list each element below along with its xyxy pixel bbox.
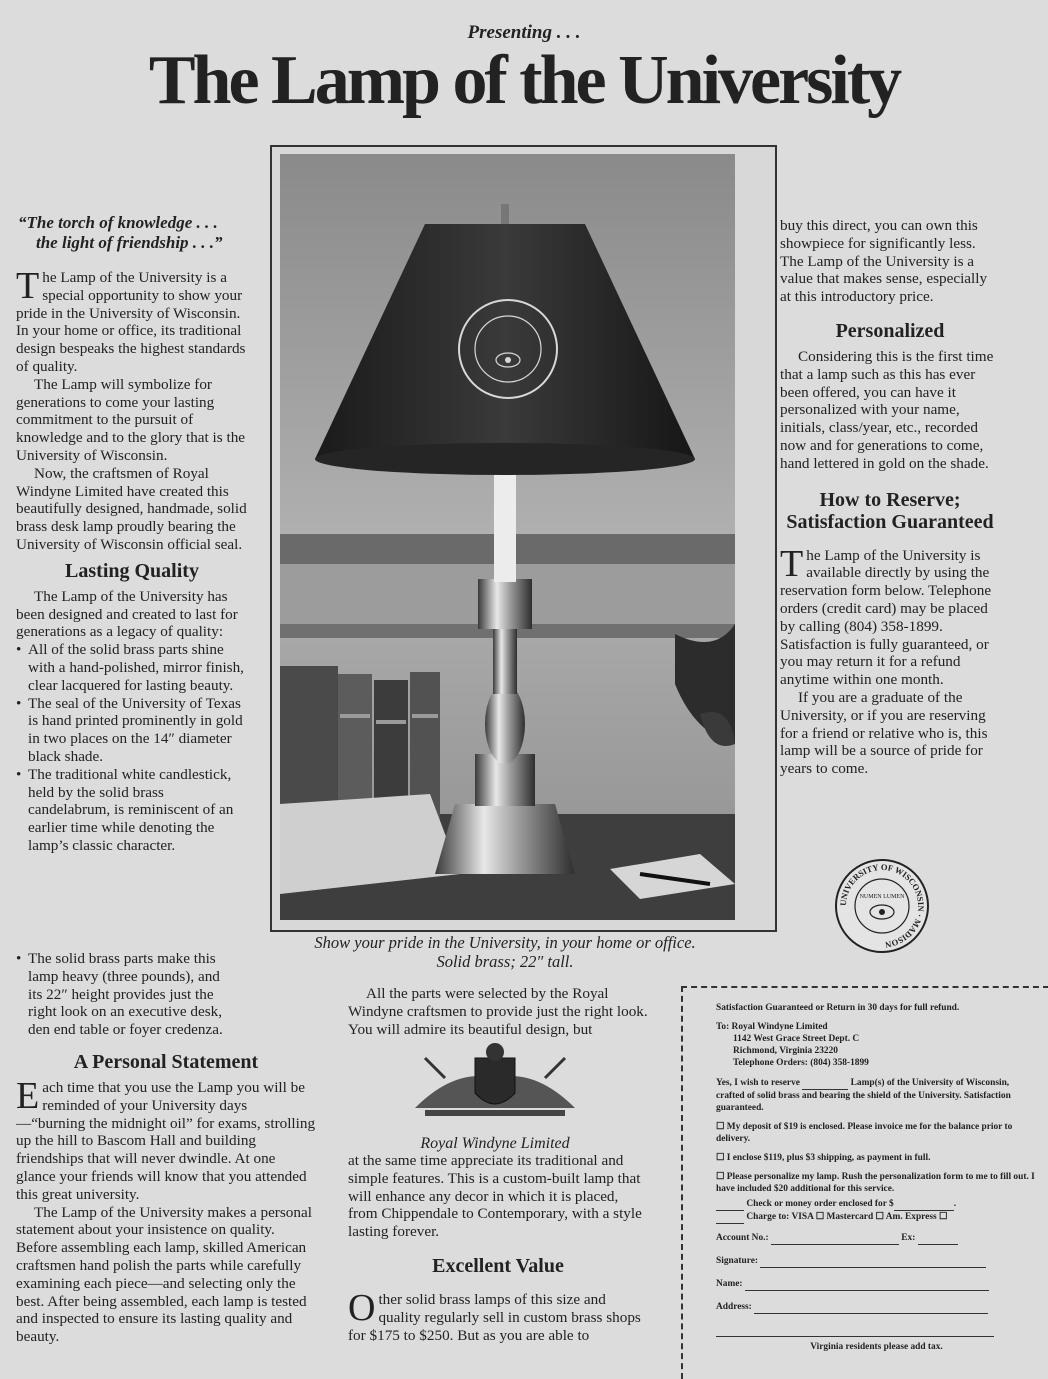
quote-line-1: “The torch of knowledge . . . bbox=[18, 213, 218, 232]
quote-line-2: the light of friendship . . .” bbox=[36, 233, 223, 252]
address-to: To: Royal Windyne Limited bbox=[716, 1022, 828, 1032]
middle-paragraph-2: at the same time appreciate its traditional and simple features. This is a custom-built lamp that will enhance any decor in which it is placed, from Chippendale to Contemporary, with a style lasting forever. bbox=[348, 1152, 642, 1241]
expiry-field[interactable] bbox=[918, 1232, 958, 1245]
features-list bbox=[16, 641, 248, 855]
guarantee-text: Satisfaction Guaranteed or Return in 30 days for full refund. bbox=[716, 1003, 960, 1013]
reserve-heading-line-1: How to Reserve; bbox=[819, 488, 961, 511]
lamp-photo bbox=[280, 154, 735, 920]
intro-paragraph-2: The Lamp will symbolize for generations to come your lasting commitment to the pursuit of knowledge and to the glory that is the University of Wisconsin. bbox=[16, 375, 246, 464]
tax-note: Virginia residents please add tax. bbox=[810, 1342, 943, 1352]
address-line-1: 1142 West Grace Street Dept. C bbox=[733, 1034, 860, 1044]
visa-checkbox[interactable]: ☐ bbox=[815, 1212, 825, 1222]
pull-quote bbox=[18, 213, 248, 253]
personalized-heading: Personalized bbox=[835, 319, 945, 342]
drop-cap: E bbox=[16, 1074, 40, 1117]
logo-text: Royal Windyne Limited bbox=[420, 1135, 570, 1152]
page-title: The Lamp of the University bbox=[148, 42, 900, 119]
check-checkbox-line[interactable] bbox=[716, 1198, 744, 1211]
photo-caption bbox=[285, 933, 725, 971]
amex-checkbox[interactable]: ☐ bbox=[938, 1212, 948, 1222]
phone-line: Telephone Orders: (804) 358-1899 bbox=[733, 1058, 869, 1068]
list-item: • The traditional white candlestick, held by the solid brass candelabrum, is reminiscent of an earlier time while denoting the lamp’s classic character. bbox=[16, 766, 248, 855]
seal-motto: NUMEN LUMEN bbox=[859, 894, 905, 900]
option-full-payment[interactable]: ☐ I enclose $119, plus $3 shipping, as payment in full. bbox=[716, 1153, 931, 1163]
reserve-paragraph: The Lamp of the University is available directly by using the reservation form below. Telephone orders (credit card) may be placed by calling (804) 358-1899. Satisfaction is fully guaranteed, or you may return it for a refund anytime within one month. bbox=[780, 542, 992, 689]
list-item: • The solid brass parts make this lamp heavy (three pounds), and its 22″ height provides just the right look on an executive desk, den end table or foyer credenza. bbox=[16, 950, 316, 1039]
middle-column bbox=[348, 985, 648, 1038]
address-line: Address: bbox=[716, 1301, 1037, 1314]
personal-paragraph: Each time that you use the Lamp you will be reminded of your University days—“burning the midnight oil” for exams, strolling up the hill to Bascom Hall and building friendships that will never dwindle. At one glance your friends will know that you attended this great university. bbox=[16, 1074, 316, 1203]
personal-statement-heading: A Personal Statement bbox=[73, 1050, 259, 1073]
royal-windyne-logo bbox=[405, 1038, 585, 1156]
middle-paragraph-1: All the parts were selected by the Royal Windyne craftsmen to provide just the right look. You will admire its beautiful design, but bbox=[348, 985, 648, 1038]
drop-cap: T bbox=[16, 265, 40, 307]
excellent-paragraph: Other solid brass lamps of this size and quality regularly sell in custom brass shops for $175 to $250. But as you are able to bbox=[348, 1286, 641, 1344]
middle-column-lower bbox=[348, 1152, 648, 1344]
address-field-2[interactable] bbox=[716, 1324, 994, 1337]
mastercard-checkbox[interactable]: ☐ bbox=[875, 1212, 884, 1222]
charge-line: Charge to: VISA ☐ Mastercard ☐ Am. Express ☐ bbox=[716, 1211, 1037, 1224]
reserve-heading bbox=[780, 489, 1000, 533]
option-personalize[interactable]: ☐ Please personalize my lamp. Rush the personalization form to me to fill out. I have included $20 additional for this service. bbox=[716, 1172, 1035, 1194]
intro-paragraph: The Lamp of the University is a special opportunity to show your pride in the University of Wisconsin. In your home or office, its traditional design bespeaks the highest standards of quality. bbox=[16, 265, 246, 375]
seal-icon bbox=[834, 858, 930, 954]
caption-line-2: Solid brass; 22″ tall. bbox=[436, 952, 574, 971]
left-column bbox=[16, 213, 248, 855]
mailing-address bbox=[716, 1021, 1037, 1069]
left-column-wide bbox=[16, 950, 316, 1346]
right-column bbox=[780, 217, 1000, 778]
reserve-heading-line-2: Satisfaction Guaranteed bbox=[786, 510, 994, 533]
excellent-value-heading: Excellent Value bbox=[432, 1254, 564, 1277]
signature-field[interactable] bbox=[760, 1255, 986, 1268]
intro-paragraph-3: Now, the craftsmen of Royal Windyne Limited have created this beautifully designed, handmade, solid brass desk lamp proudly bearing the University of Wisconsin official seal. bbox=[16, 464, 247, 553]
reservation-form bbox=[681, 986, 1048, 1379]
lasting-quality-heading: Lasting Quality bbox=[65, 559, 199, 582]
personal-paragraph-2: The Lamp of the University makes a personal statement about your insistence on quality. Before assembling each lamp, skilled American craftsmen hand polish the parts while carefully examining each piece—and selecting only the best. After being assembled, each lamp is tested and inspected to ensure its lasting quality and beauty. bbox=[16, 1203, 312, 1346]
signature-line: Signature: bbox=[716, 1255, 1037, 1268]
seal-ring-text: UNIVERSITY OF WISCONSIN · MADISON bbox=[837, 861, 927, 950]
address-field[interactable] bbox=[754, 1301, 988, 1314]
reserve-paragraph-2: If you are a graduate of the University, or if you are reserving for a friend or relative who is, this lamp will be a source of pride for years to come. bbox=[780, 688, 988, 778]
right-paragraph-1: buy this direct, you can own this showpiece for significantly less. The Lamp of the University is a value that makes sense, especially at this introductory price. bbox=[780, 217, 988, 306]
list-item: • The seal of the University of Texas is hand printed prominently in gold in two places on the 14″ diameter black shade. bbox=[16, 695, 248, 766]
list-item: • All of the solid brass parts shine with a hand-polished, mirror finish, clear lacquered for lasting beauty. bbox=[16, 641, 248, 694]
name-line: Name: bbox=[716, 1278, 1037, 1291]
account-field[interactable] bbox=[771, 1232, 899, 1245]
option-deposit[interactable]: ☐ My deposit of $19 is enclosed. Please invoice me for the balance prior to delivery. bbox=[716, 1122, 1013, 1144]
university-seal bbox=[834, 858, 930, 954]
account-line: Account No.: Ex: bbox=[716, 1232, 1037, 1245]
address-line-2: Richmond, Virginia 23220 bbox=[733, 1046, 838, 1056]
address-line-extra bbox=[716, 1324, 1037, 1337]
charge-checkbox-line[interactable] bbox=[716, 1211, 744, 1224]
coat-of-arms-icon bbox=[405, 1038, 585, 1128]
check-amount-field[interactable] bbox=[894, 1198, 954, 1211]
drop-cap: T bbox=[780, 542, 804, 585]
personalized-paragraph: Considering this is the first time that a lamp such as this has ever been offered, you can have it personalized with your name, initials, class/year, etc., recorded now and for generations to come, hand lettered in gold on the shade. bbox=[780, 347, 994, 472]
quantity-field[interactable] bbox=[802, 1077, 848, 1090]
check-line: Check or money order enclosed for $ . bbox=[716, 1198, 1037, 1211]
lamp-illustration bbox=[280, 154, 735, 920]
drop-cap: O bbox=[348, 1286, 376, 1329]
presenting-kicker: Presenting . . . bbox=[467, 22, 581, 43]
lasting-paragraph: The Lamp of the University has been designed and created to last for generations as a legacy of quality: bbox=[16, 587, 238, 641]
reserve-statement: Yes, I wish to reserve Lamp(s) of the University of Wisconsin, crafted of solid brass and bearing the shield of the University. Satisfaction guaranteed. bbox=[716, 1078, 1011, 1113]
name-field[interactable] bbox=[745, 1278, 989, 1291]
caption-line-1: Show your pride in the University, in your home or office. bbox=[314, 933, 696, 952]
